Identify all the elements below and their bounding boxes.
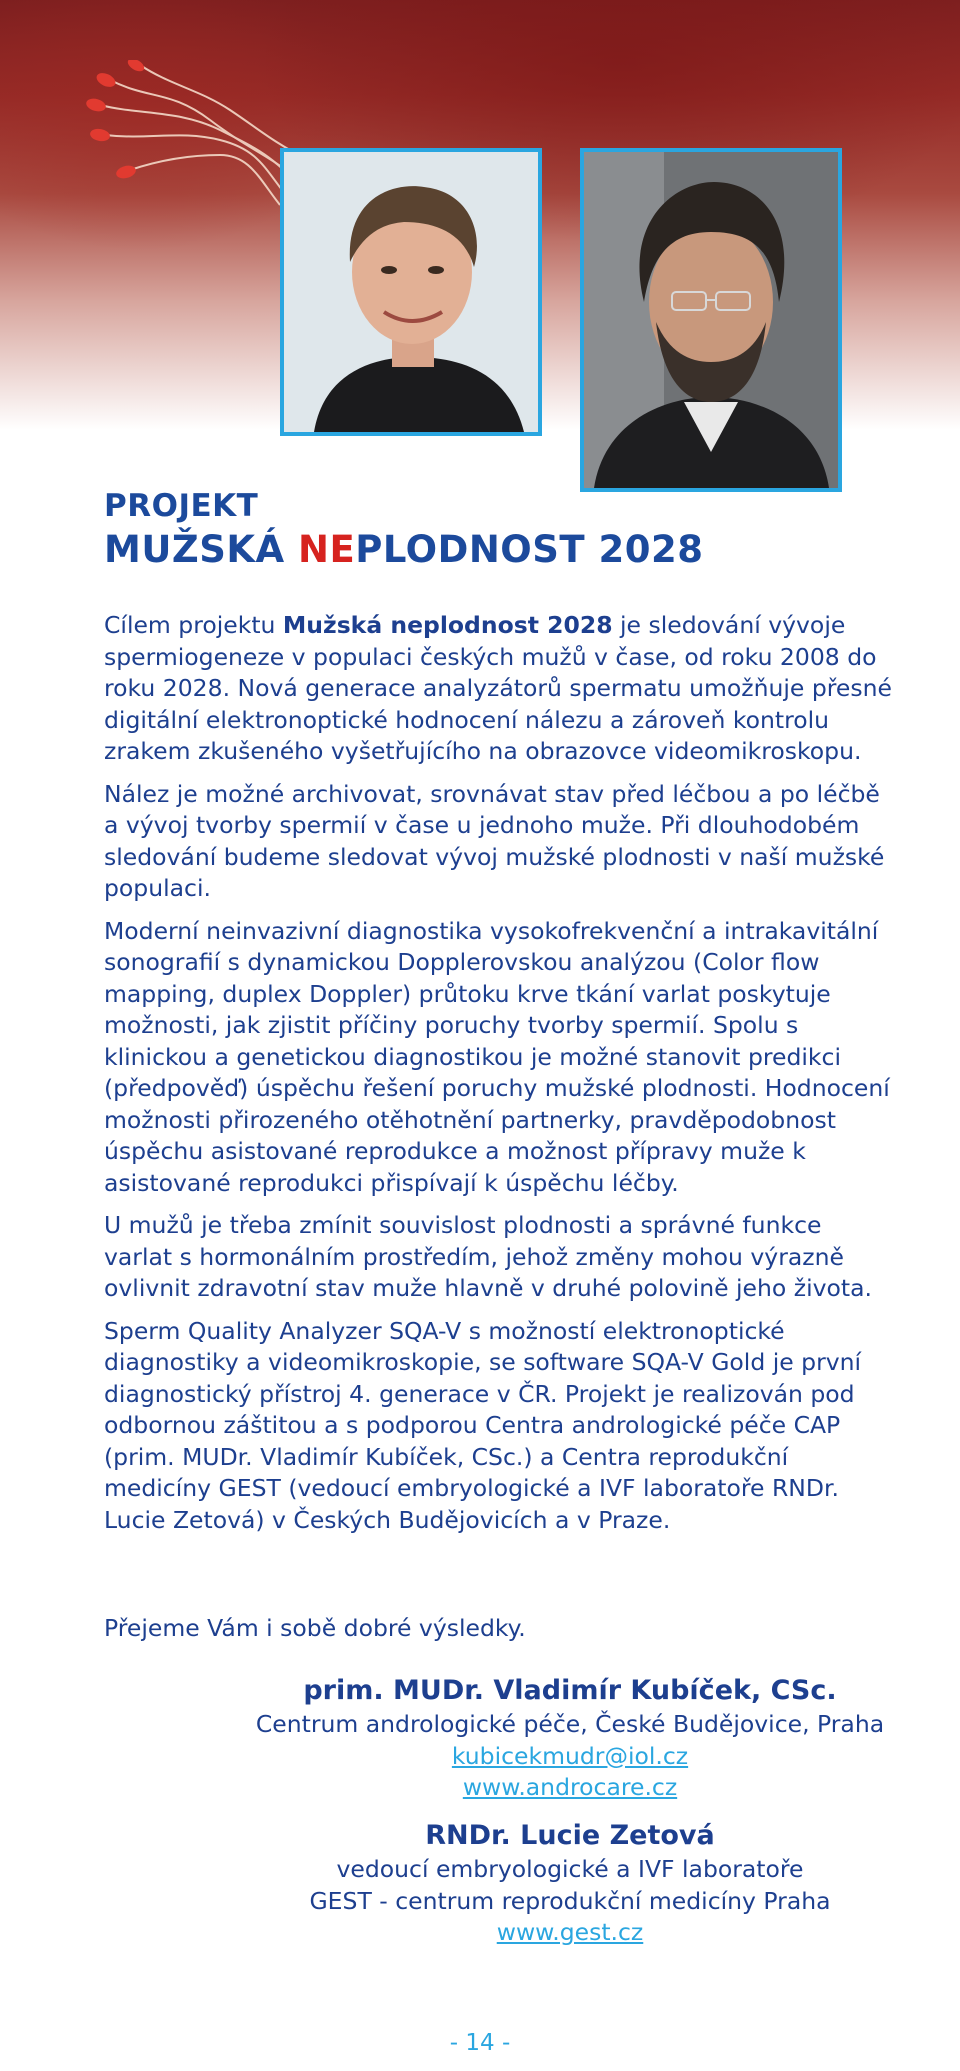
title-part-2: PLODNOST 2028: [355, 528, 704, 571]
portrait-woman-image: [284, 152, 538, 432]
paragraph-1-bold: Mužská neplodnost 2028: [282, 611, 613, 639]
project-kicker: PROJEKT: [104, 488, 259, 524]
paragraph-4: U mužů je třeba zmínit souvislost plodnosti a správné funkce varlat s hormonálním prostředím, jehož změny mohou výrazně ovlivnit zdravotní stav muže hlavně v druhé polovině jeho života.: [104, 1211, 872, 1302]
title-part-1: MUŽSKÁ: [104, 528, 299, 571]
paragraph-2: Nález je možné archivovat, srovnávat stav před léčbou a po léčbě a vývoj tvorby spermií v čase u jednoho muže. Při dlouhodobém sledování budeme sledovat vývoj mužské plodnosti v naší mužské populaci.: [104, 779, 885, 902]
title-highlight: NE: [298, 528, 356, 571]
page-title: [104, 528, 704, 571]
email-link[interactable]: kubicekmudr@iol.cz: [451, 1741, 689, 1770]
signature-affiliation: GEST - centrum reprodukční medicíny Praha: [309, 1886, 831, 1915]
paragraph-1: [104, 610, 894, 768]
closing-wish: Přejeme Vám i sobě dobré výsledky.: [104, 1614, 526, 1642]
paragraph-3: Moderní neinvazivní diagnostika vysokofrekvenční a intrakavitální sonografií s dynamickou Dopplerovskou analýzou (Color flow mapping, duplex Doppler) průtoku krve tkání varlat poskytuje možnosti, jak zjistit příčiny poruchy tvorby spermií. Spolu s klinickou a genetickou diagnostikou je možné stanovit predikci (předpověď) úspěchu řešení poruchy mužské plodnosti. Hodnocení možnosti přirozeného otěhotnění partnerky, pravděpodobnost úspěchu asistované reprodukce a možnost přípravy muže k asistované reprodukci přispívají k úspěchu léčby.: [104, 916, 890, 1197]
signature-role: vedoucí embryologické a IVF laboratoře: [336, 1855, 804, 1883]
paragraph-5: Sperm Quality Analyzer SQA-V s možností elektronoptické diagnostiky a videomikroskopie, se software SQA-V Gold je první diagnostický přístroj 4. generace v ČR. Projekt je realizován pod odbornou záštitou a s podporou Centra andrologické péče CAP (prim. MUDr. Vladimír Kubíček, CSc.) a Centra reprodukční medicíny GEST (vedoucí embryologické a IVF laboratoře RNDr. Lucie Zetová) v Českých Budějovicích a v Praze.: [104, 1316, 862, 1534]
website-link[interactable]: www.androcare.cz: [462, 1773, 678, 1801]
paragraph-1-start: Cílem projektu: [104, 611, 283, 639]
portrait-photo-left: [280, 148, 542, 436]
signature-block-kubicek: [240, 1673, 900, 1804]
sperm-cells-illustration: [70, 60, 310, 210]
paragraph-1-end: je sledování vývoje spermiogeneze v populaci českých mužů v čase, od roku 2008 do roku 2028. Nová generace analyzátorů spermatu umožňuje přesné digitální elektronoptické hodnocení nálezu a zároveň kontrolu zrakem zkušeného vyšetřujícího na obrazovce videomikroskopu.: [104, 611, 892, 765]
portrait-photo-right: [580, 148, 842, 492]
page-number: - 14 -: [449, 2030, 511, 2056]
article-body: [104, 610, 894, 1547]
signature-affiliation: Centrum andrologické péče, České Budějovice, Praha: [255, 1710, 885, 1738]
signature-name: RNDr. Lucie Zetová: [425, 1820, 715, 1851]
website-link[interactable]: www.gest.cz: [496, 1918, 644, 1946]
signature-name: prim. MUDr. Vladimír Kubíček, CSc.: [303, 1675, 837, 1706]
signature-block-zetova: [240, 1818, 900, 1949]
portrait-man-image: [584, 152, 838, 488]
